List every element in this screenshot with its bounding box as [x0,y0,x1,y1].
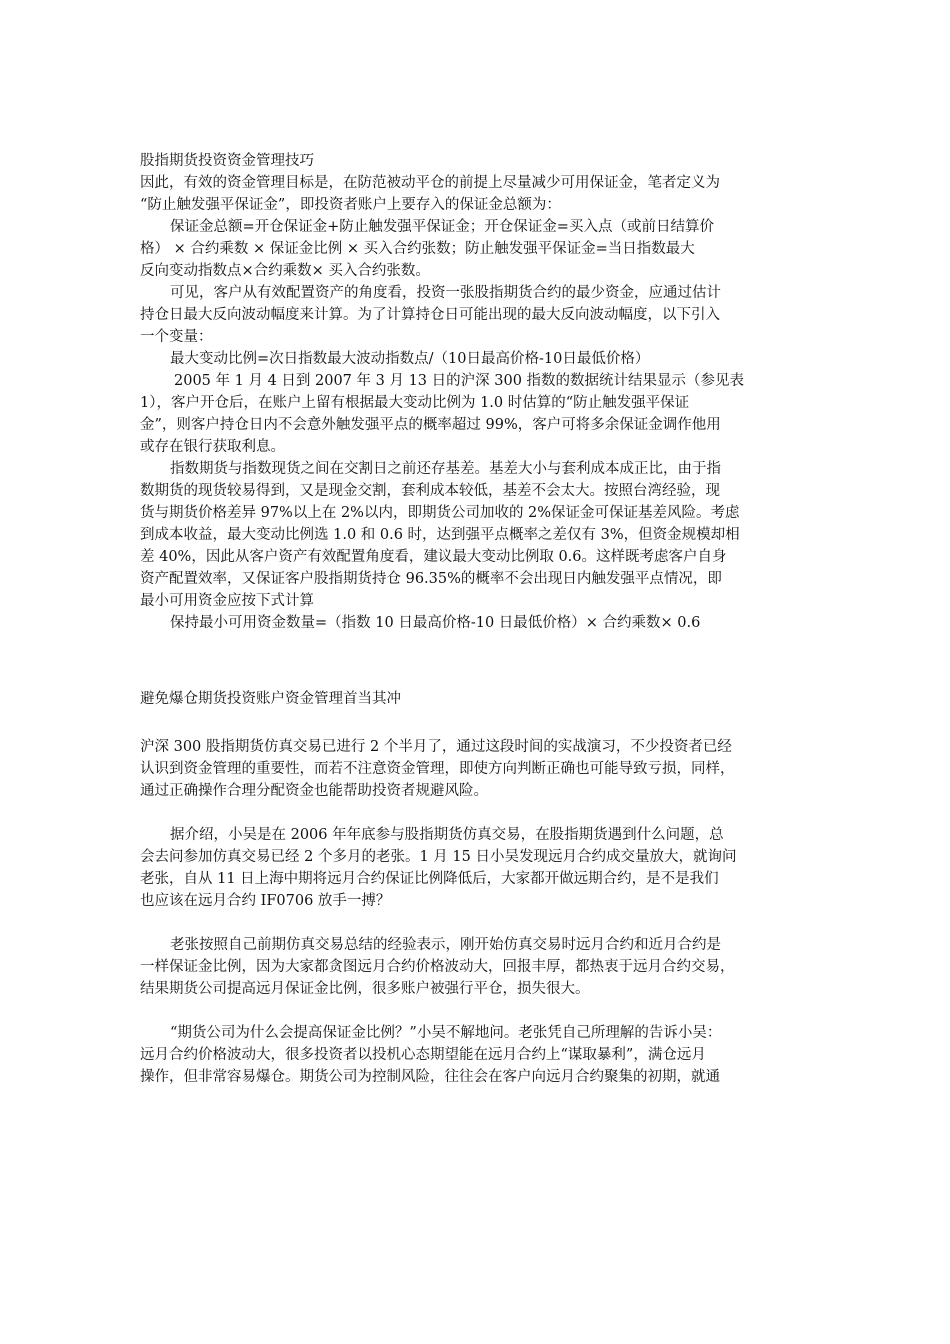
section1-line: 货与期货价格差异 97%以上在 2%以内，即期货公司加收的 2%保证金可保证基差风险。考虑 [140,505,740,521]
section1-line: 数期货的现货较易得到，又是现金交割，套利成本较低，基差不会太大。按照台湾经验，现 [140,483,720,499]
section1-line: 最小可用资金应按下式计算 [140,593,314,609]
section2-para3-line: 老张按照自己前期仿真交易总结的经验表示，刚开始仿真交易时远月合约和近月合约是 [170,937,721,953]
section2-para4-line: 操作，但非常容易爆仓。期货公司为控制风险，往往会在客户向远月合约聚集的初期，就通 [140,1069,720,1085]
section1-line: 1），客户开仓后，在账户上留有根据最大变动比例为 1.0 时估算的“防止触发强平保证 [140,395,690,411]
section2-para1-line: 沪深 300 股指期货仿真交易已进行 2 个半月了，通过这段时间的实战演习，不少投资者已经 [140,739,732,755]
section1-line: 因此，有效的资金管理目标是，在防范被动平仓的前提上尽量减少可用保证金，笔者定义为 [140,175,720,191]
section2-para3-line: 结果期货公司提高远月保证金比例，很多账户被强行平仓，损失很大。 [140,981,590,997]
section2-para1-line: 通过正确操作合理分配资金也能帮助投资者规避风险。 [140,783,488,799]
section1-title: 股指期货投资资金管理技巧 [140,153,314,169]
section1-line: 格） × 合约乘数 × 保证金比例 × 买入合约张数；防止触发强平保证金=当日指数最大 [140,241,695,257]
section1-line: 到成本收益，最大变动比例选 1.0 和 0.6 时，达到强平点概率之差仅有 3%，但资金规模却相 [140,527,740,543]
paragraph-gap [140,802,820,824]
section1-line: 最大变动比例=次日指数最大波动指数点/（10日最高价格-10日最低价格） [170,351,650,367]
paragraph-gap [140,912,820,934]
section2-para2-line: 据介绍，小吴是在 2006 年年底参与股指期货仿真交易，在股指期货遇到什么问题，总 [170,827,724,843]
section1-line: 保证金总额=开仓保证金+防止触发强平保证金；开仓保证金=买入点（或前日结算价 [170,219,714,235]
section1-line: 资产配置效率，又保证客户股指期货持仓 96.35%的概率不会出现日内触发强平点情况，即 [140,571,722,587]
document-page [140,150,820,1088]
section2-para2-line: 会去问参加仿真交易已经 2 个多月的老张。1 月 15 日小吴发现远月合约成交量放大，就询问 [140,849,737,865]
section2-para1-line: 认识到资金管理的重要性，而若不注意资金管理，即使方向判断正确也可能导致亏损，同样， [140,761,735,777]
section2-para4-line: 远月合约价格波动大，很多投资者以投机心态期望能在远月合约上“谋取暴利”，满仓远月 [140,1047,706,1063]
section2-title: 避免爆仓期货投资账户资金管理首当其冲 [140,691,401,707]
section1-line: “防止触发强平保证金”，即投资者账户上要存入的保证金总额为： [140,197,561,213]
paragraph-gap [140,1000,820,1022]
section2-para3-line: 一样保证金比例，因为大家都贪图远月合约价格波动大，回报丰厚，都热衷于远月合约交易， [140,959,735,975]
section1-line: 2005 年 1 月 4 日到 2007 年 3 月 13 日的沪深 300 指数的数据统计结果显示（参见表 [174,373,745,389]
section1-line: 持仓日最大反向波动幅度来计算。为了计算持仓日可能出现的最大反向波动幅度，以下引入 [140,307,720,323]
section2-para2-line: 也应该在远月合约 IF0706 放手一搏？ [140,893,391,909]
section-gap [140,634,820,688]
section1-line: 保持最小可用资金数量=（指数 10 日最高价格-10 日最低价格）× 合约乘数× 0.6 [170,615,701,631]
section1-line: 可见，客户从有效配置资产的角度看，投资一张股指期货合约的最少资金，应通过估计 [170,285,721,301]
section1-line: 反向变动指数点×合约乘数× 买入合约张数。 [140,263,430,279]
section1-line: 金”，则客户持仓日内不会意外触发强平点的概率超过 99%，客户可将多余保证金调作他用 [140,417,721,433]
section1-line: 差 40%，因此从客户资产有效配置角度看，建议最大变动比例取 0.6。这样既考虑客户自身 [140,549,727,565]
title-gap [140,710,820,736]
section1-line: 一个变量： [140,329,213,345]
section2-para4-line: “期货公司为什么会提高保证金比例？”小吴不解地问。老张凭自己所理解的告诉小吴： [170,1025,722,1041]
section2-para2-line: 老张，自从 11 日上海中期将远月合约保证比例降低后，大家都开做远期合约，是不是我们 [140,871,719,887]
section1-line: 或存在银行获取利息。 [140,439,285,455]
section1-line: 指数期货与指数现货之间在交割日之前还存基差。基差大小与套利成本成正比，由于指 [170,461,721,477]
